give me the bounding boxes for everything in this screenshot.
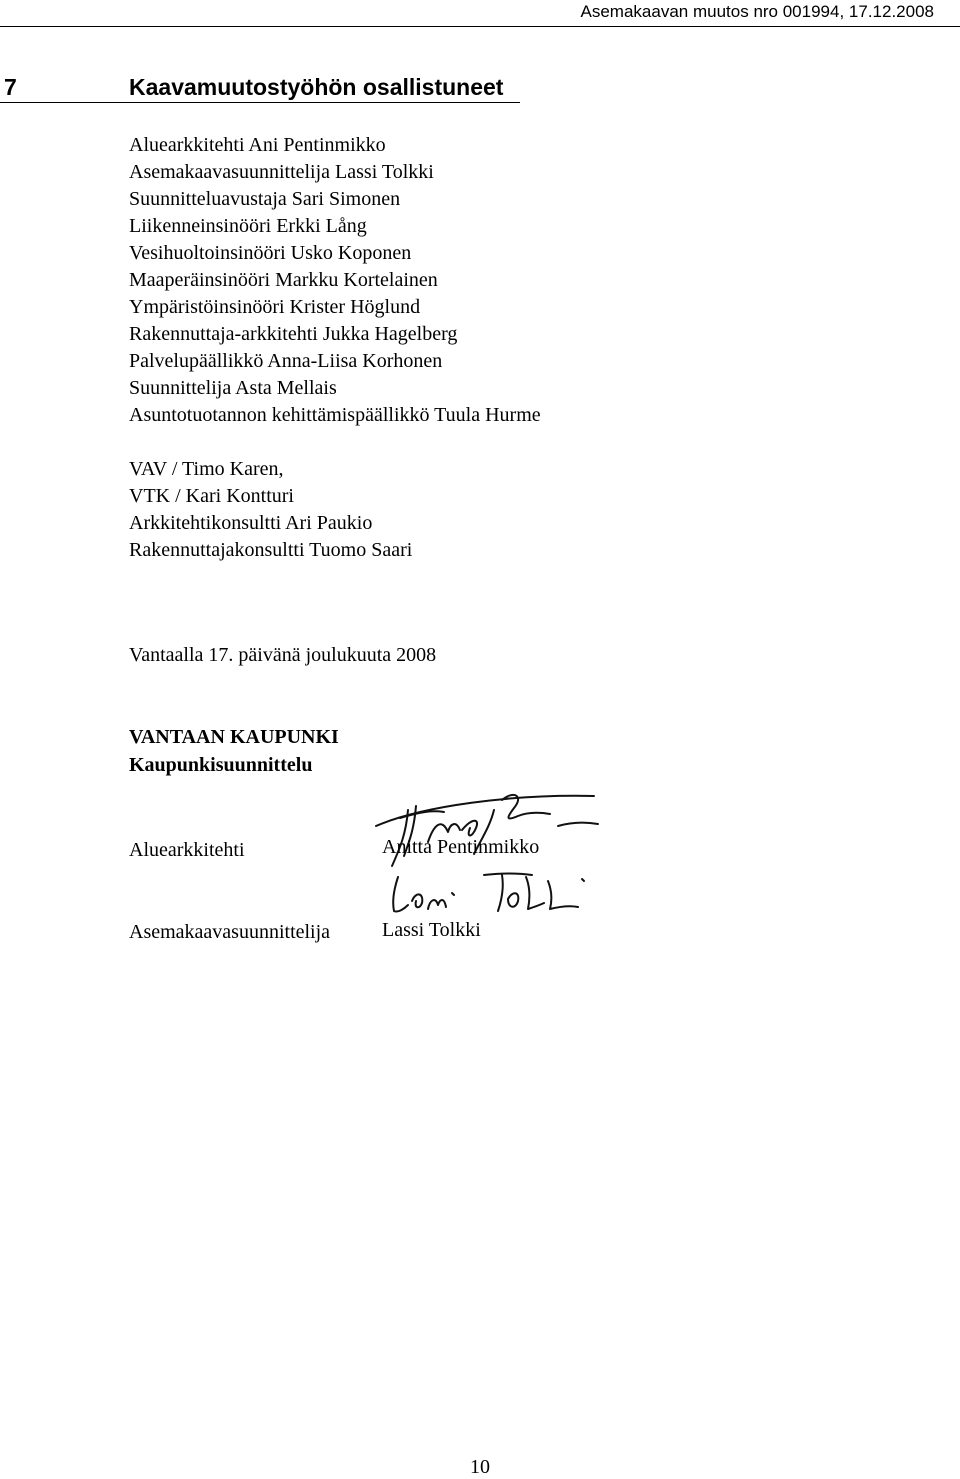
participant-item: Vesihuoltoinsinööri Usko Koponen	[129, 242, 412, 264]
signature-tolkki	[384, 869, 590, 919]
consultant-item: Rakennuttajakonsultti Tuomo Saari	[129, 539, 413, 561]
consultant-item: Arkkitehtikonsultti Ari Paukio	[129, 512, 373, 534]
signatory-name: Lassi Tolkki	[382, 919, 481, 941]
section-heading	[0, 72, 520, 103]
header-rule	[0, 26, 960, 27]
signatory-title: Asemakaavasuunnittelija	[129, 921, 331, 943]
consultants-list	[129, 456, 412, 564]
page-number: 10	[470, 1456, 490, 1478]
participant-item: Palvelupäällikkö Anna-Liisa Korhonen	[129, 350, 443, 372]
section-number: 7	[4, 74, 17, 100]
participant-item: Maaperäinsinööri Markku Kortelainen	[129, 269, 438, 291]
participant-item: Asemakaavasuunnittelija Lassi Tolkki	[129, 161, 434, 183]
organization-block	[129, 723, 339, 779]
organization-department: Kaupunkisuunnittelu	[129, 754, 313, 776]
participants-list	[129, 132, 541, 429]
signatory-title: Aluearkkitehti	[129, 839, 245, 861]
section-title: Kaavamuutostyöhön osallistuneet	[129, 74, 504, 100]
place-and-date: Vantaalla 17. päivänä joulukuuta 2008	[129, 644, 437, 666]
participant-item: Liikenneinsinööri Erkki Lång	[129, 215, 367, 237]
consultant-item: VAV / Timo Karen,	[129, 458, 284, 480]
participant-item: Aluearkkitehti Ani Pentinmikko	[129, 134, 386, 156]
participant-item: Suunnittelija Asta Mellais	[129, 377, 337, 399]
running-header: Asemakaavan muutos nro 001994, 17.12.2008	[580, 2, 934, 21]
participant-item: Rakennuttaja-arkkitehti Jukka Hagelberg	[129, 323, 458, 345]
participant-item: Asuntotuotannon kehittämispäällikkö Tuula Hurme	[129, 404, 541, 426]
participant-item: Suunnitteluavustaja Sari Simonen	[129, 188, 401, 210]
participant-item: Ympäristöinsinööri Krister Höglund	[129, 296, 421, 318]
consultant-item: VTK / Kari Kontturi	[129, 485, 294, 507]
signatory-name: Anitta Pentinmikko	[382, 836, 540, 858]
organization-name: VANTAAN KAUPUNKI	[129, 726, 339, 748]
